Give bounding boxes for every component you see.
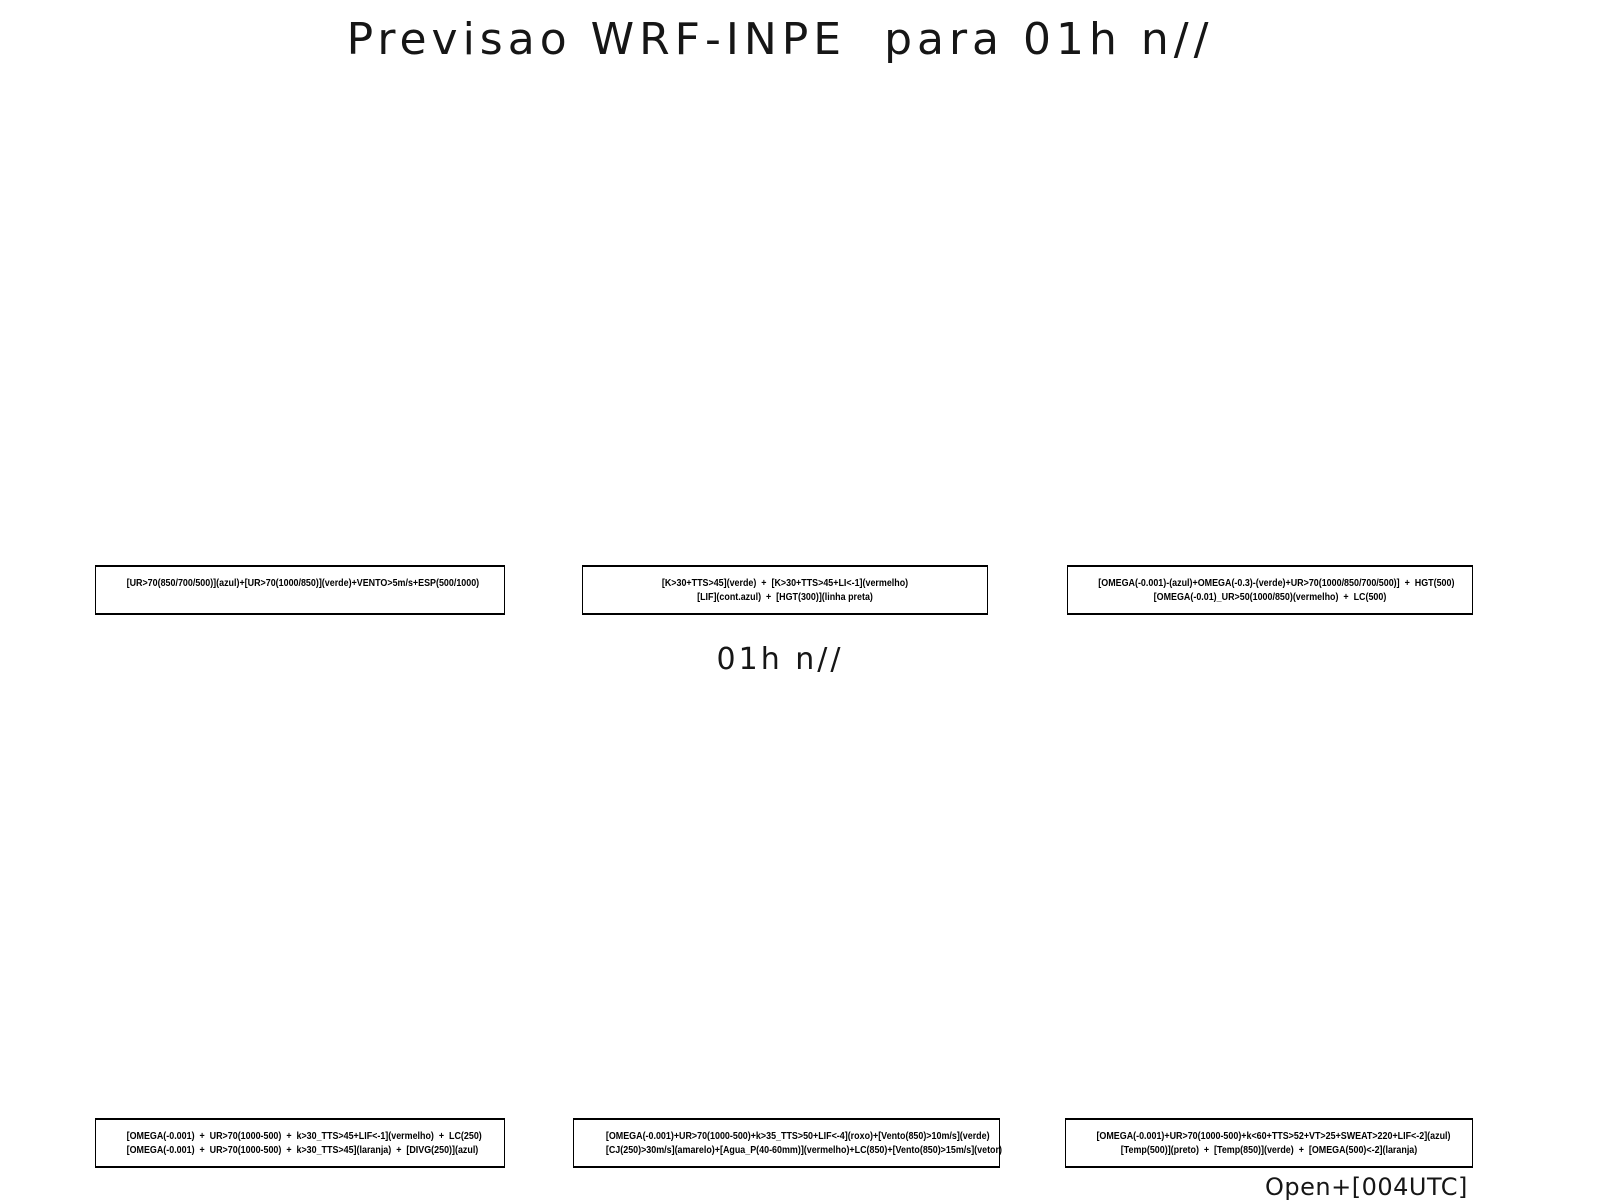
legend-box-top-left [95,565,505,615]
legend-box-bottom-right [1065,1118,1473,1168]
legend-line: [OMEGA(-0.001)+UR>70(1000-500)+k>35_TTS>50+LIF<-4](roxo)+[Vento(850)>10m/s](verde) [605,1130,990,1142]
legend-box-top-right [1067,565,1473,615]
page-title: Previsao WRF-INPE para 01h n// [346,14,1214,65]
legend-line: [OMEGA(-0.001)-(azul)+OMEGA(-0.3)-(verde)+UR>70(1000/850/700/500)] + HGT(500) [1098,577,1455,589]
legend-line: [CJ(250)>30m/s](amarelo)+[Agua_P(40-60mm)](vermelho)+LC(850)+[Vento(850)>15m/s](vetor) [605,1144,1002,1156]
legend-line: [OMEGA(-0.001)+UR>70(1000-500)+k<60+TTS>52+VT>25+SWEAT>220+LIF<-2](azul) [1096,1130,1451,1142]
legend-line: [OMEGA(-0.01)_UR>50(1000/850)(vermelho) + LC(500) [1153,591,1387,603]
legend-box-bottom-center [573,1118,1000,1168]
init-time-label: Open+[004UTC] [1265,1173,1468,1200]
legend-line: [OMEGA(-0.001) + UR>70(1000-500) + k>30_TTS>45](laranja) + [DIVG(250)](azul) [126,1144,479,1156]
legend-line: [UR>70(850/700/500)](azul)+[UR>70(1000/850)](verde)+VENTO>5m/s+ESP(500/1000) [126,577,480,589]
legend-line: [OMEGA(-0.001) + UR>70(1000-500) + k>30_TTS>45+LIF<-1](vermelho) + LC(250) [126,1130,482,1142]
legend-box-top-center [582,565,988,615]
forecast-hour-label: 01h n// [716,642,844,677]
legend-box-bottom-left [95,1118,505,1168]
legend-line: [Temp(500)](preto) + [Temp(850)](verde) + [OMEGA(500)<-2](laranja) [1120,1144,1418,1156]
legend-line: [K>30+TTS>45](verde) + [K>30+TTS>45+LI<-1](vermelho) [661,577,909,589]
legend-line: [LIF](cont.azul) + [HGT(300)](linha preta) [697,591,873,603]
